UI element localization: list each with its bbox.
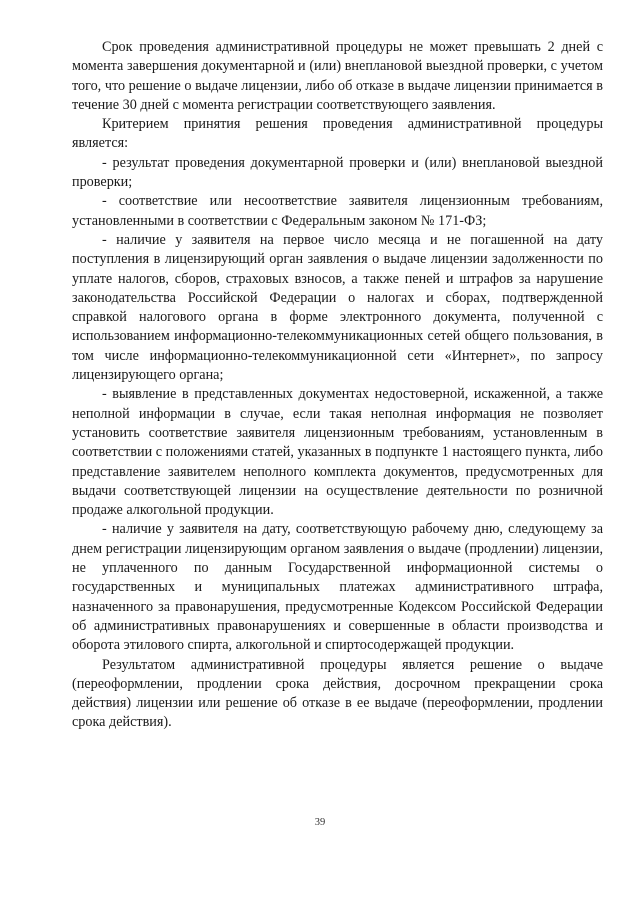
paragraph-false-information: - выявление в представленных документах недостоверной, искаженной, а также неполной информации в случае, если такая неполная информация не позволяет установить соответствие заявителя лицензионным требованиям, установленным в соответствии с положениями статей, указанных в подпункте 1 настоящего пункта, либо представление заявителем неполного комплекта документов, предусмотренных для выдачи соответствующей лицензии на осуществление деятельности по розничной продаже алкогольной продукции. xyxy=(72,386,603,519)
paragraph-license-requirements: - соответствие или несоответствие заявителя лицензионным требованиям, установленными в соответствии с Федеральным законом № 171-ФЗ; xyxy=(72,193,603,229)
paragraph-unpaid-fine: - наличие у заявителя на дату, соответствующую рабочему дню, следующему за днем регистрации лицензирующим органом заявления о выдаче (продлении) лицензии, не уплаченного по данным Государственной информационной системы о государственных и муниципальных платежах административного штрафа, назначенного за правонарушения, предусмотренные Кодексом Российской Федерации об административных правонарушениях и совершенные в области производства и оборота этилового спирта, алкогольной и спиртосодержащей продукции. xyxy=(72,521,603,654)
paragraph-procedure-result: Результатом административной процедуры является решение о выдаче (переоформлении, продлении срока действия, досрочном прекращении срока действия) лицензии или решение об отказе в ее выдаче (переоформлении, продлении срока действия). xyxy=(72,656,603,731)
document-body xyxy=(72,38,603,733)
page-number: 39 xyxy=(314,817,326,828)
paragraph-procedure-term: Срок проведения административной процедуры не может превышать 2 дней с момента завершения документарной и (или) внеплановой выездной проверки, с учетом того, что решение о выдаче лицензии, либо об отказе в выдаче лицензии принимается в течение 30 дней с момента регистрации соответствующего заявления. xyxy=(72,39,603,113)
paragraph-decision-criterion: Критерием принятия решения проведения административной процедуры является: xyxy=(72,116,603,152)
paragraph-inspection-result: - результат проведения документарной проверки и (или) внеплановой выездной проверки; xyxy=(72,154,603,191)
paragraph-tax-debt: - наличие у заявителя на первое число месяца и не погашенной на дату поступления в лицензирующий орган заявления о выдаче лицензии задолженности по уплате налогов, сборов, страховых взносов, а также пеней и штрафов за нарушение законодательства Российской Федерации о налогах и сборах, подтвержденной справкой налогового органа в форме электронного документа, полученной с использованием информационно-телекоммуникационных сетей общего пользования, в том числе информационно-телекоммуникационной сети «Интернет», по запросу лицензирующего органа; xyxy=(72,231,603,384)
